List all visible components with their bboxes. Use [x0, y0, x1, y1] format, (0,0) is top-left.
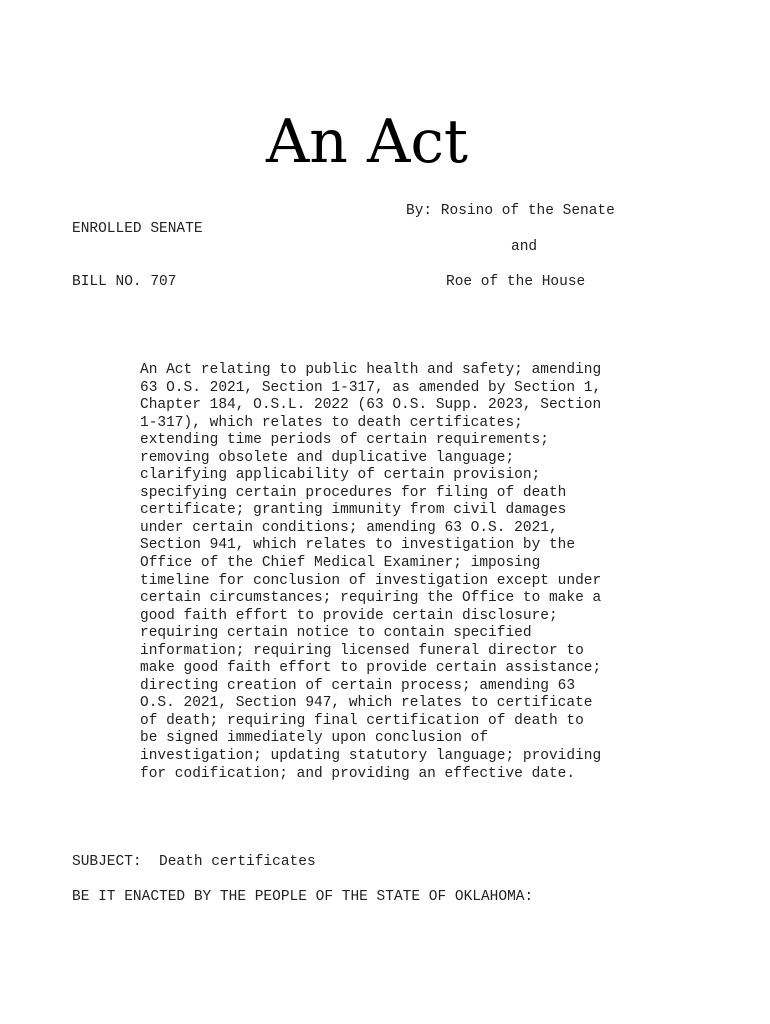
abstract-line: investigation; updating statutory language; providing — [140, 748, 602, 765]
sponsor-senate: By: Rosino of the Senate — [406, 203, 615, 219]
abstract-line: make good faith effort to provide certain assistance; — [140, 660, 602, 677]
abstract-line: requiring certain notice to contain specified — [140, 625, 532, 642]
abstract-line: Chapter 184, O.S.L. 2022 (63 O.S. Supp. 2023, Section — [140, 397, 602, 414]
document-title: An Act — [265, 107, 469, 177]
abstract-line: timeline for conclusion of investigation except under — [140, 572, 602, 589]
abstract-line: 63 O.S. 2021, Section 1-317, as amended by Section 1, — [140, 379, 602, 396]
abstract-line: Section 941, which relates to investigation by the — [140, 537, 576, 554]
abstract-line: for codification; and providing an effective date. — [140, 765, 576, 782]
bill-label-line1: ENROLLED SENATE — [72, 221, 203, 238]
enacting-clause: BE IT ENACTED BY THE PEOPLE OF THE STATE OF OKLAHOMA: — [72, 889, 534, 905]
abstract-line: clarifying applicability of certain provision; — [140, 467, 541, 484]
sponsor-house: Roe of the House — [446, 274, 586, 290]
bill-label-line2: BILL NO. 707 — [72, 273, 177, 290]
subject-line: SUBJECT: Death certificates — [72, 854, 316, 870]
abstract-line: certificate; granting immunity from civil damages — [140, 502, 567, 519]
bill-identifier — [72, 186, 203, 327]
act-abstract — [140, 362, 640, 783]
abstract-line: removing obsolete and duplicative language; — [140, 449, 515, 466]
abstract-line: good faith effort to provide certain disclosure; — [140, 607, 558, 624]
abstract-line: be signed immediately upon conclusion of — [140, 730, 489, 747]
abstract-line: Office of the Chief Medical Examiner; imposing — [140, 555, 541, 572]
abstract-line: specifying certain procedures for filing of death — [140, 484, 567, 501]
abstract-line: information; requiring licensed funeral director to — [140, 642, 584, 659]
abstract-line: directing creation of certain process; amending 63 — [140, 677, 576, 694]
abstract-line: 1-317), which relates to death certificates; — [140, 414, 523, 431]
abstract-line: of death; requiring final certification of death to — [140, 712, 584, 729]
sponsors-block — [406, 203, 646, 290]
abstract-line: O.S. 2021, Section 947, which relates to certificate — [140, 695, 593, 712]
abstract-line: An Act relating to public health and safety; amending — [140, 362, 602, 378]
abstract-line: certain circumstances; requiring the Office to make a — [140, 590, 602, 607]
sponsor-and: and — [511, 239, 538, 255]
abstract-line: under certain conditions; amending 63 O.S. 2021, — [140, 519, 558, 536]
abstract-line: extending time periods of certain requirements; — [140, 432, 549, 449]
